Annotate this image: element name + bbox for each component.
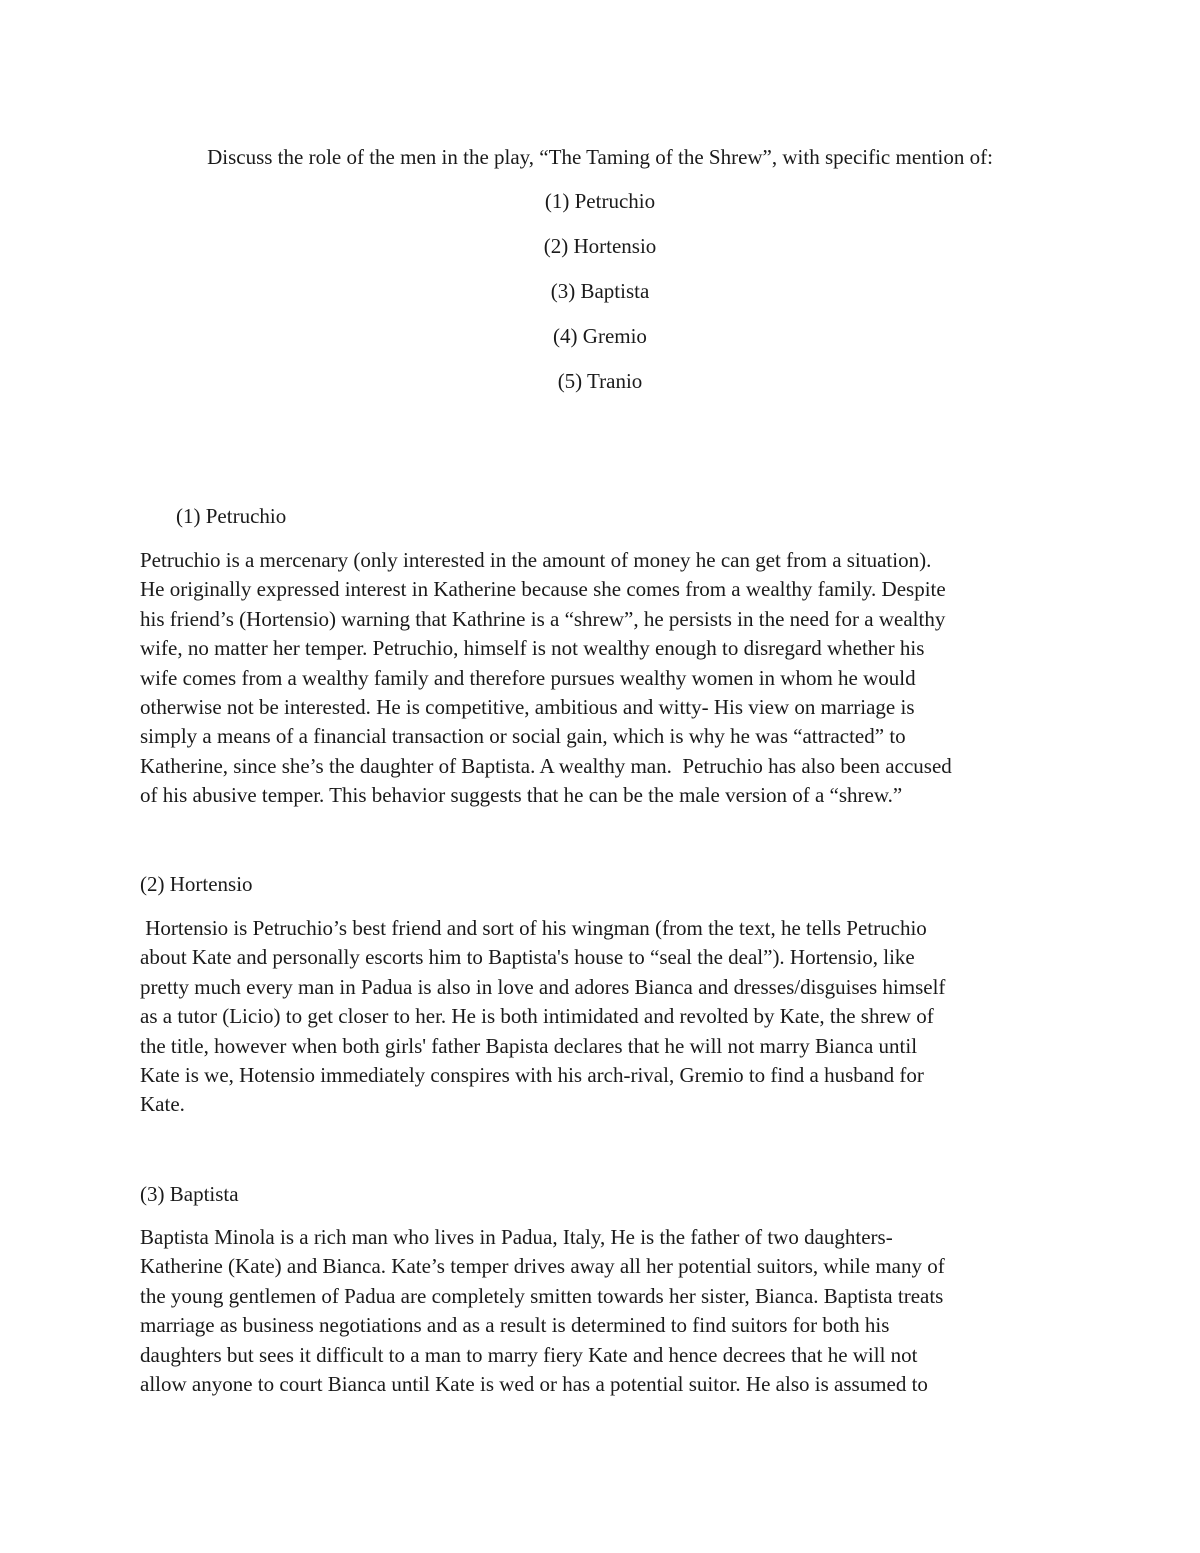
essay-prompt: Discuss the role of the men in the play, “The Taming of the Shrew”, with specific mention of: [207,145,993,169]
section-heading-baptista: (3) Baptista [140,1182,239,1206]
character-list [0,186,1200,411]
paragraph-line: wife comes from a wealthy family and therefore pursues wealthy women in whom he would [140,665,916,690]
paragraph-line: Baptista Minola is a rich man who lives in Padua, Italy, He is the father of two daughters- [140,1225,893,1249]
character-list-item: (5) Tranio [557,369,643,393]
character-list-item: (2) Hortensio [543,234,657,258]
paragraph-line: He originally expressed interest in Katherine because she comes from a wealthy family. Despite [140,577,946,602]
section-body-baptista [140,1223,1070,1399]
paragraph-line: as a tutor (Licio) to get closer to her. He is both intimidated and revolted by Kate, the shrew of [140,1004,934,1029]
paragraph-line: otherwise not be interested. He is competitive, ambitious and witty- His view on marriage is [140,695,915,720]
character-list-item: (1) Petruchio [544,189,656,213]
paragraph-line: Hortensio is Petruchio’s best friend and sort of his wingman (from the text, he tells Petruchio [140,916,927,940]
section-body-petruchio [140,546,1070,811]
paragraph-line: daughters but sees it difficult to a man to marry fiery Kate and hence decrees that he will not [140,1342,918,1367]
paragraph-line: Kate is we, Hotensio immediately conspires with his arch-rival, Gremio to find a husband for [140,1063,924,1088]
paragraph-line: the title, however when both girls' father Bapista declares that he will not marry Bianca until [140,1033,918,1058]
paragraph-line: simply a means of a financial transaction or social gain, which is why he was “attracted” to [140,724,906,749]
paragraph-line: wife, no matter her temper. Petruchio, himself is not wealthy enough to disregard whether his [140,636,925,661]
section-heading-hortensio: (2) Hortensio [140,872,253,896]
paragraph-line: of his abusive temper. This behavior suggests that he can be the male version of a “shrew.” [140,783,903,808]
paragraph-line: his friend’s (Hortensio) warning that Kathrine is a “shrew”, he persists in the need for a wealthy [140,606,946,631]
character-list-item: (3) Baptista [550,279,650,303]
paragraph-line: marriage as business negotiations and as a result is determined to find suitors for both his [140,1313,890,1338]
section-body-hortensio [140,914,1070,1120]
paragraph-line: Katherine, since she’s the daughter of Baptista. A wealthy man. Petruchio has also been accused [140,753,952,778]
paragraph-line: about Kate and personally escorts him to Baptista's house to “seal the deal”). Hortensio, like [140,945,915,970]
paragraph-line: allow anyone to court Bianca until Kate is wed or has a potential suitor. He also is assumed to [140,1372,928,1397]
paragraph-line: Katherine (Kate) and Bianca. Kate’s temper drives away all her potential suitors, while many of [140,1254,945,1279]
section-heading-petruchio: (1) Petruchio [176,504,287,528]
paragraph-line: pretty much every man in Padua is also in love and adores Bianca and dresses/disguises himself [140,974,946,999]
paragraph-line: the young gentlemen of Padua are completely smitten towards her sister, Bianca. Baptista treats [140,1283,944,1308]
character-list-item: (4) Gremio [553,324,647,348]
paragraph-line: Kate. [140,1092,185,1117]
paragraph-line: Petruchio is a mercenary (only interested in the amount of money he can get from a situation). [140,548,932,572]
